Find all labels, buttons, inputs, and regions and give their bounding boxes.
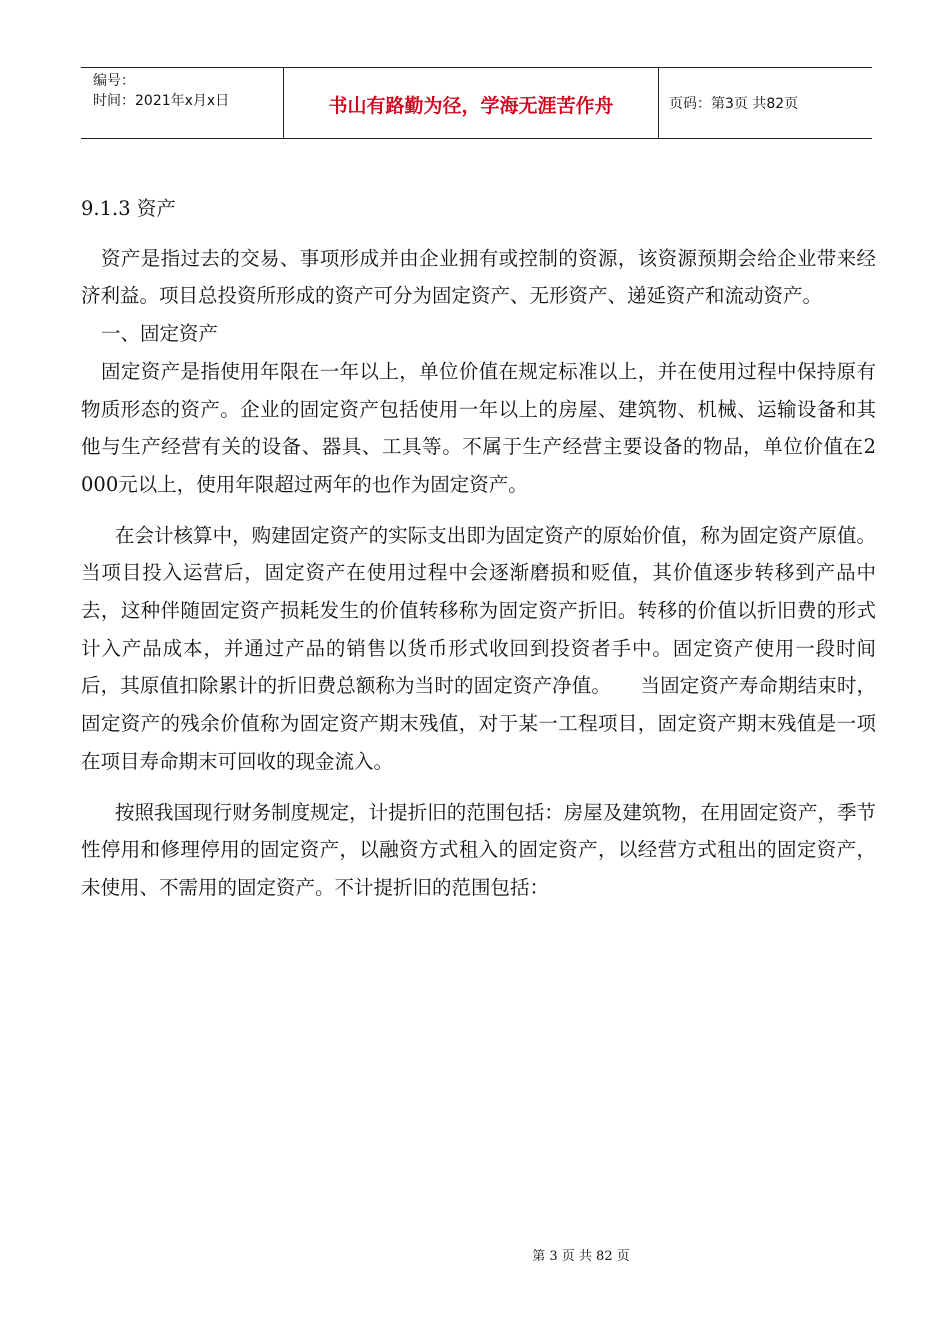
date-label: 时间：2021年x月x日 [93, 93, 230, 109]
number-label: 编号： [93, 73, 135, 89]
page-header [81, 67, 872, 139]
header-meta [81, 68, 284, 138]
page-footer [0, 1245, 950, 1264]
paragraph: 固定资产是指使用年限在一年以上，单位价值在规定标准以上，并在使用过程中保持原有物质形态的资产。企业的固定资产包括使用一年以上的房屋、建筑物、机械、运输设备和其他与生产经营有关的设备、器具、工具等。不属于生产经营主要设备的物品，单位价值在2 000元以上，使用年限超过两年的也作为固定资产。 [81, 359, 876, 496]
paragraph: 资产是指过去的交易、事项形成并由企业拥有或控制的资源，该资源预期会给企业带来经济利益。项目总投资所形成的资产可分为固定资产、无形资产、递延资产和流动资产。 [81, 246, 876, 308]
footer-page-number: 第 3 页 共 82 页 [532, 1249, 630, 1264]
subsection-heading: 一、固定资产 [101, 322, 219, 346]
paragraph: 在会计核算中，购建固定资产的实际支出即为固定资产的原始价值，称为固定资产原值。当项目投入运营后，固定资产在使用过程中会逐渐磨损和贬值，其价值逐步转移到产品中去，这种伴随固定资产损耗发生的价值转移称为固定资产折旧。转移的价值以折旧费的形式计入产品成本，并通过产品的销售以货币形式收回到投资者手中。固定资产使用一段时间后，其原值扣除累计的折旧费总额称为当时的固定资产净值。 当固定资产寿命期结束时，固定资产的残余价值称为固定资产期末残值，对于某一工程项目，固定资产期末残值是一项在项目寿命期末可回收的现金流入。 [81, 523, 876, 773]
header-page-info: 页码：第3页 共82页 [669, 96, 799, 112]
header-motto: 书山有路勤为径，学海无涯苦作舟 [284, 68, 659, 138]
section-title: 9.1.3 资产 [81, 197, 176, 220]
document-body [81, 190, 876, 907]
paragraph: 按照我国现行财务制度规定，计提折旧的范围包括：房屋及建筑物，在用固定资产，季节性停用和修理停用的固定资产，以融资方式租入的固定资产，以经营方式租出的固定资产，未使用、不需用的固定资产。不计提折旧的范围包括： [81, 800, 876, 899]
